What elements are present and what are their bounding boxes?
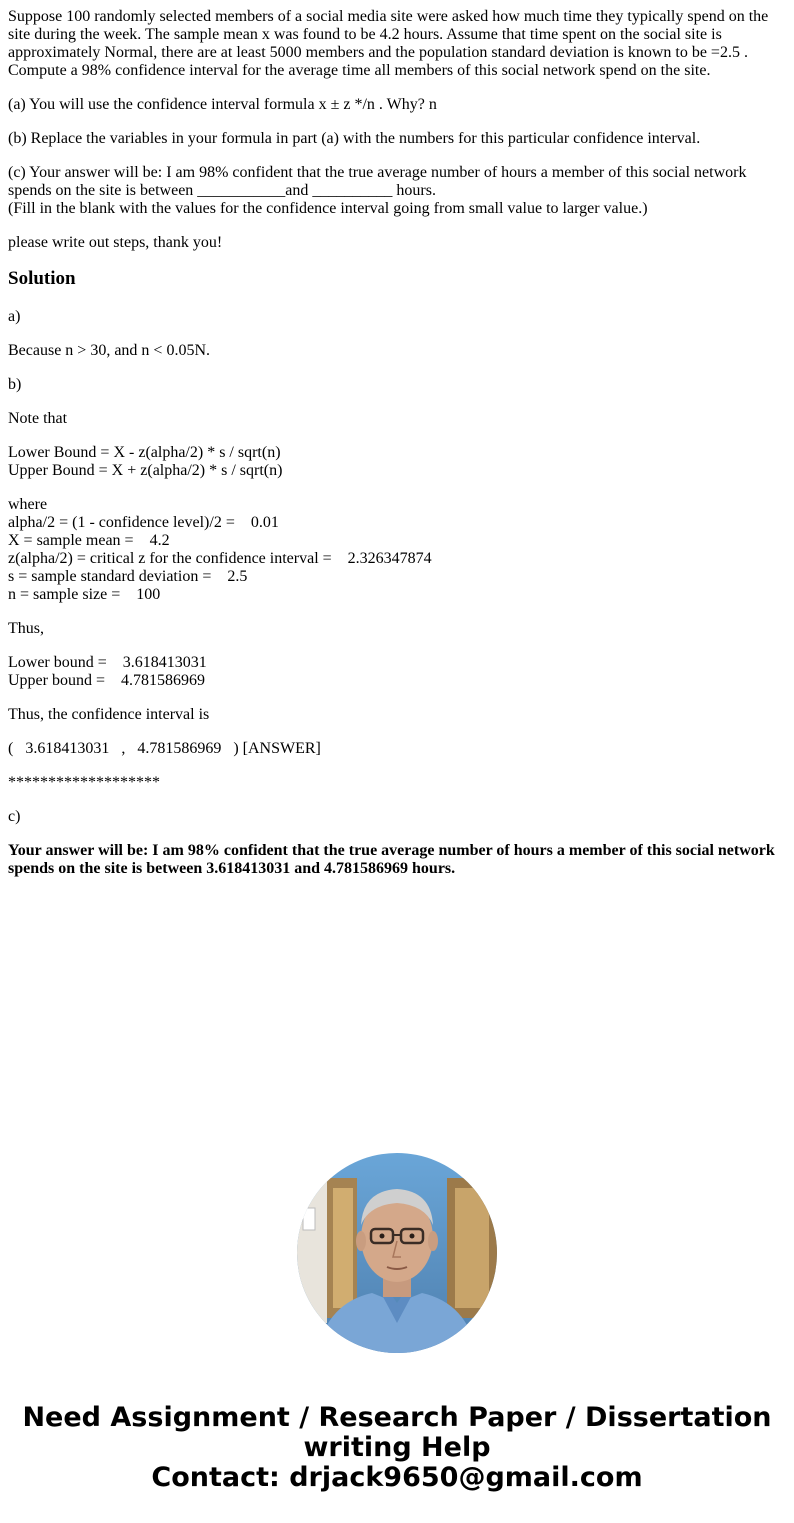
upper-bound-formula: Upper Bound = X + z(alpha/2) * s / sqrt(n)	[8, 462, 283, 479]
where-block	[8, 496, 786, 604]
solution-b-label: b)	[8, 376, 22, 393]
formula-block	[8, 444, 786, 480]
tutor-photo-icon	[297, 1153, 497, 1353]
footer-line-1: Need Assignment / Research Paper / Dissertation	[22, 1402, 772, 1433]
sd-line: s = sample standard deviation = 2.5	[8, 568, 248, 585]
solution-a-label: a)	[8, 308, 21, 325]
upper-bound-value: Upper bound = 4.781586969	[8, 672, 206, 689]
question-request: please write out steps, thank you!	[8, 234, 223, 251]
alpha-line: alpha/2 = (1 - confidence level)/2 = 0.01	[8, 514, 279, 531]
tutor-avatar	[297, 1153, 497, 1353]
solution-c-label: c)	[8, 808, 21, 825]
solution-a-text: Because n > 30, and n < 0.05N.	[8, 342, 211, 359]
question-intro: Suppose 100 randomly selected members of a social media site were asked how much time they typically spend on the site during the week. The sample mean x was found to be 4.2 hours. Assume that time spent on the social site is approximately Normal, there are at least 5000 members and the population standard deviation is known to be =2.5 . Compute a 98% confidence interval for the average time all members of this social network spend on the site.	[8, 8, 769, 79]
separator-stars: *******************	[8, 774, 160, 791]
question-part-c-note: (Fill in the blank with the values for the confidence interval going from small value to larger value.)	[8, 200, 648, 217]
z-line: z(alpha/2) = critical z for the confidence interval = 2.326347874	[8, 550, 432, 567]
lower-bound-formula: Lower Bound = X - z(alpha/2) * s / sqrt(n)	[8, 444, 281, 461]
mean-line: X = sample mean = 4.2	[8, 532, 170, 549]
interval-answer: ( 3.618413031 , 4.781586969 ) [ANSWER]	[8, 740, 321, 757]
question-part-c-text: (c) Your answer will be: I am 98% confident that the true average number of hours a member of this social network spends on the site is between ___________and __________ hours.	[8, 164, 747, 199]
footer-line-2: writing Help	[303, 1432, 491, 1463]
bounds-block	[8, 654, 786, 690]
solution-heading: Solution	[8, 268, 76, 289]
question-part-b: (b) Replace the variables in your formula in part (a) with the numbers for this particular confidence interval.	[8, 130, 701, 147]
document-body	[8, 8, 786, 894]
footer-banner	[0, 1403, 794, 1493]
sample-size-line: n = sample size = 100	[8, 586, 161, 603]
thus-label: Thus,	[8, 620, 44, 637]
interval-intro: Thus, the confidence interval is	[8, 706, 210, 723]
where-label: where	[8, 496, 48, 513]
question-part-c	[8, 164, 786, 218]
lower-bound-value: Lower bound = 3.618413031	[8, 654, 207, 671]
question-part-a: (a) You will use the confidence interval formula x ± z */n . Why? n	[8, 96, 437, 113]
solution-note: Note that	[8, 410, 68, 427]
footer-contact: Contact: drjack9650@gmail.com	[151, 1462, 643, 1493]
solution-c-answer: Your answer will be: I am 98% confident that the true average number of hours a member of this social network spends on the site is between 3.618413031 and 4.781586969 hours.	[8, 842, 775, 877]
